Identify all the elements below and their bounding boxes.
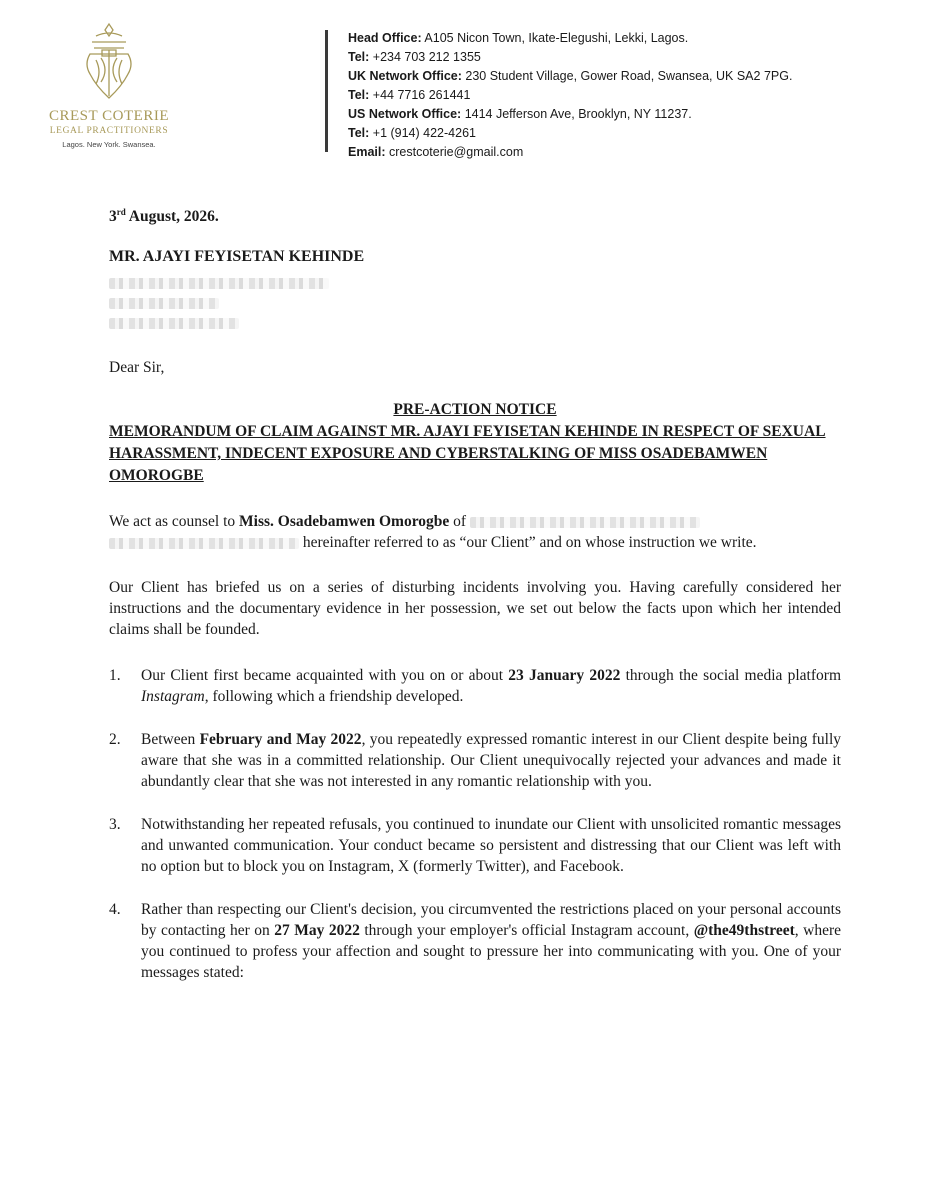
firm-logo: [44, 20, 174, 149]
firm-cities: Lagos. New York. Swansea.: [62, 140, 156, 149]
contact-row: US Network Office: 1414 Jefferson Ave, Brooklyn, NY 11237.: [348, 107, 692, 121]
notice-heading: [109, 399, 841, 487]
notice-title: PRE-ACTION NOTICE: [393, 401, 557, 418]
crest-icon: [74, 20, 144, 106]
letterhead-divider: [325, 30, 328, 152]
fact-number: 1.: [109, 667, 121, 684]
briefing-paragraph: Our Client has briefed us on a series of disturbing incidents involving you. Having carefully considered her instructions and the documentary evidence in her possession, we set out below the facts upon which her intended claims shall be founded.: [109, 579, 841, 638]
contact-row: Tel: +44 7716 261441: [348, 88, 471, 102]
client-name: Miss. Osadebamwen Omorogbe: [239, 513, 450, 530]
redacted-address-line: [109, 298, 219, 309]
contact-block: [348, 29, 792, 162]
redacted-client-address: [109, 538, 299, 549]
intro-paragraph: We act as counsel to Miss. Osadebamwen Omorogbe of hereinafter referred to as “our Client” and on whose instruction we write.: [109, 513, 757, 551]
contact-row: Tel: +234 703 212 1355: [348, 50, 481, 64]
firm-name: CREST COTERIE: [49, 108, 169, 124]
fact-item: [109, 899, 841, 983]
redacted-address-line: [109, 278, 329, 289]
contact-row: Tel: +1 (914) 422-4261: [348, 126, 476, 140]
addressee-name: MR. AJAYI FEYISETAN KEHINDE: [109, 248, 365, 265]
firm-subtitle: LEGAL PRACTITIONERS: [49, 126, 169, 136]
contact-row: Head Office: A105 Nicon Town, Ikate-Elegushi, Lekki, Lagos.: [348, 31, 689, 45]
facts-list: [109, 665, 841, 983]
letter-date: 3rd August, 2026.: [109, 207, 219, 226]
redacted-client-address: [470, 517, 700, 528]
fact-item: [109, 729, 841, 792]
fact-item: [109, 814, 841, 877]
fact-number: 4.: [109, 901, 121, 918]
fact-text: Notwithstanding her repeated refusals, you continued to inundate our Client with unsolicited romantic messages and unwanted communication. Your conduct became so persistent and distressing that our Client was left with no option but to block you on Instagram, X (formerly Twitter), and Facebook.: [141, 816, 841, 875]
contact-row: UK Network Office: 230 Student Village, Gower Road, Swansea, UK SA2 7PG.: [348, 69, 793, 83]
fact-item: [109, 665, 841, 707]
contact-row: Email: crestcoterie@gmail.com: [348, 145, 524, 159]
salutation: Dear Sir,: [109, 359, 165, 376]
fact-number: 3.: [109, 816, 121, 833]
notice-subject: MEMORANDUM OF CLAIM AGAINST MR. AJAYI FEYISETAN KEHINDE IN RESPECT OF SEXUAL HARASSMENT, INDECENT EXPOSURE AND CYBERSTALKING OF MISS OSADEBAMWEN OMOROGBE: [109, 423, 826, 484]
redacted-address-line: [109, 318, 239, 329]
fact-number: 2.: [109, 731, 121, 748]
fact-text: Between February and May 2022, you repeatedly expressed romantic interest in our Client despite being fully aware that she was in a committed relationship. Our Client unequivocally rejected your advances and made it abundantly clear that she was not interested in any romantic relationship with you.: [141, 731, 842, 790]
fact-text: Our Client first became acquainted with you on or about 23 January 2022 through the social media platform Instagram, following which a friendship developed.: [141, 667, 841, 705]
fact-text: Rather than respecting our Client's decision, you circumvented the restrictions placed on your personal accounts by contacting her on 27 May 2022 through your employer's official Instagram account, @the49thstreet, where you continued to profess your affection and sought to pressure her into communicating with you. One of your messages stated:: [141, 901, 841, 981]
